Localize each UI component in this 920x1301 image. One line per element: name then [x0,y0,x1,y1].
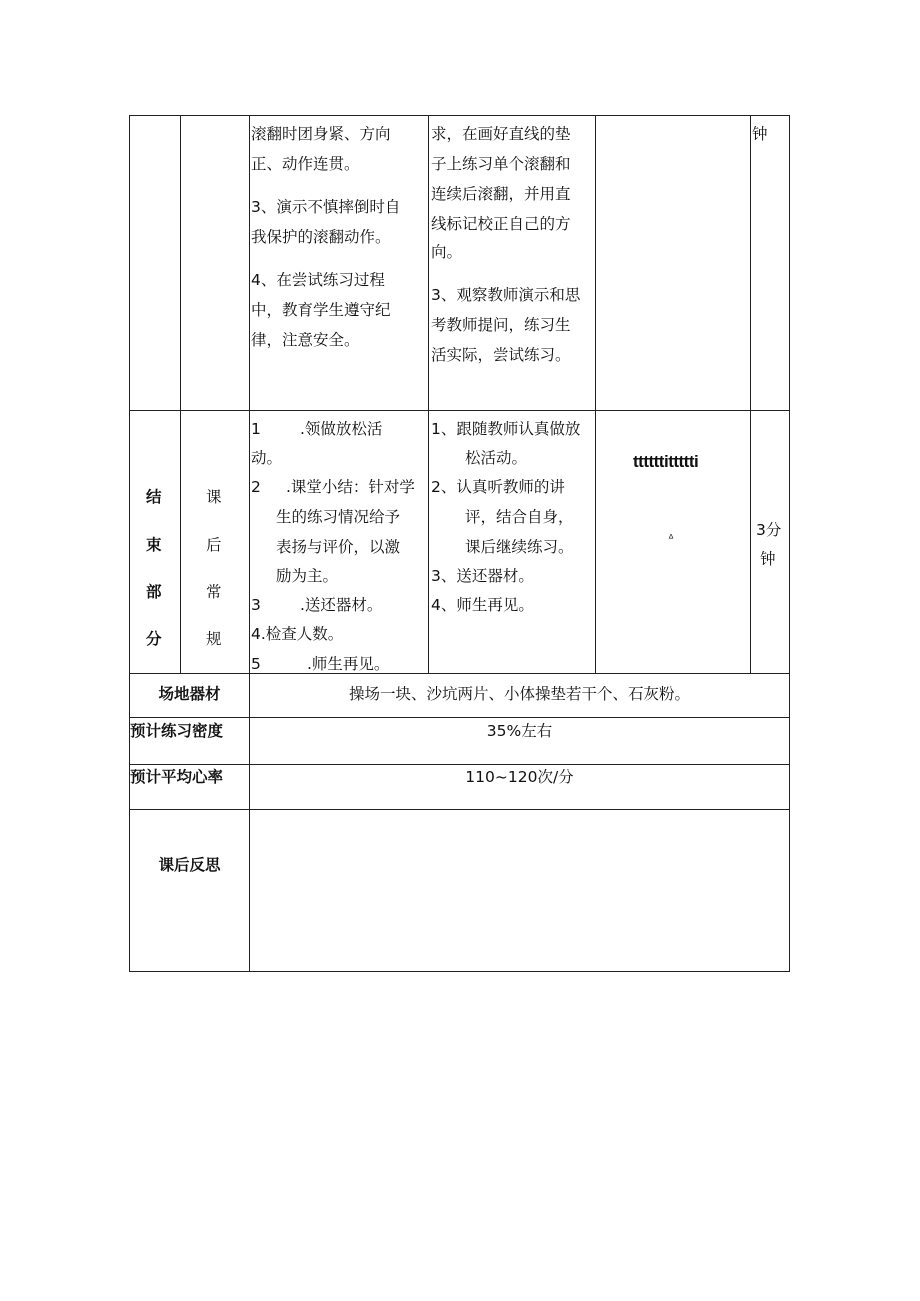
student-activity-line: 考教师提问，练习生 [431,316,571,334]
time-cell: 钟 [760,550,776,568]
teacher-item-number: 3 [251,596,261,614]
student-activity-line: 松活动。 [465,449,528,467]
teacher-item-text: 励为主。 [276,567,339,585]
teacher-item-text: .领做放松活 [300,420,383,438]
teacher-activity-line: 中，教育学生遵守纪 [251,301,391,319]
teacher-position-marker: ᐞ [668,532,674,545]
heart-rate-label: 预计平均心率 [130,768,224,786]
student-activity-line: 课后继续练习。 [465,538,574,556]
teacher-activity-line: 滚翻时团身紧、方向 [251,125,391,143]
teacher-item-text: 生的练习情况给予 [276,508,401,526]
student-activity-line: 连续后滚翻，并用直 [431,185,571,203]
content-label-char: 常 [206,583,222,601]
teacher-item-number: 1 [251,420,261,438]
time-cell: 3分 [756,521,782,539]
column-divider [428,115,429,674]
teacher-item-text: .师生再见。 [307,655,390,673]
teacher-item-number: 2 [251,478,261,496]
row-divider [129,809,790,810]
table-border-bottom [129,971,790,972]
part-label-char: 部 [146,583,162,601]
content-label-char: 规 [206,630,222,648]
venue-equipment-label: 场地器材 [158,685,221,703]
part-label-char: 束 [146,536,162,554]
venue-equipment-value: 操场一块、沙坑两片、小体操垫若干个、石灰粉。 [348,685,690,703]
student-activity-line: 1、跟随教师认真做放 [431,420,581,438]
heart-rate-value: 110~120次/分 [465,768,574,786]
column-divider [180,115,181,674]
content-label-char: 课 [206,488,222,506]
content-label-char: 后 [206,536,222,554]
student-activity-line: 活实际，尝试练习。 [431,346,571,364]
teacher-item-text: 4.检查人数。 [251,625,344,643]
student-activity-line: 向。 [431,243,463,261]
teacher-activity-line: 我保护的滚翻动作。 [251,228,391,246]
practice-density-value: 35%左右 [486,722,553,740]
teacher-item-text: 动。 [251,449,283,467]
column-divider [750,115,751,674]
column-divider [595,115,596,674]
table-border-left [129,115,130,972]
teacher-activity-line: 4、在尝试练习过程 [251,271,385,289]
part-label-char: 结 [146,488,162,506]
student-activity-line: 3、观察教师演示和思 [431,286,581,304]
student-activity-line: 2、认真听教师的讲 [431,478,565,496]
time-cell: 钟 [752,125,768,143]
practice-density-label: 预计练习密度 [130,722,224,740]
student-activity-line: 子上练习单个滚翻和 [431,155,571,173]
part-label-char: 分 [146,630,162,648]
student-activity-line: 求，在画好直线的垫 [431,125,571,143]
teacher-activity-line: 律，注意安全。 [251,331,360,349]
student-activity-line: 3、送还器材。 [431,567,534,585]
teacher-item-text: .课堂小结：针对学 [286,478,415,496]
reflection-label: 课后反思 [158,856,221,874]
teacher-item-text: 表扬与评价，以激 [276,538,401,556]
student-activity-line: 评，结合自身， [465,508,574,526]
student-activity-line: 线标记校正自己的方 [431,215,571,233]
formation-pattern: ttttttittttti [633,452,699,471]
teacher-activity-line: 3、演示不慎摔倒时自 [251,198,401,216]
column-divider [249,115,250,972]
student-activity-line: 4、师生再见。 [431,596,534,614]
teacher-activity-line: 正、动作连贯。 [251,155,360,173]
teacher-item-number: 5 [251,655,261,673]
row-divider [129,410,790,411]
table-border-right [789,115,790,972]
teacher-item-text: .送还器材。 [300,596,383,614]
row-divider [129,673,790,674]
table-border-top [129,115,790,116]
